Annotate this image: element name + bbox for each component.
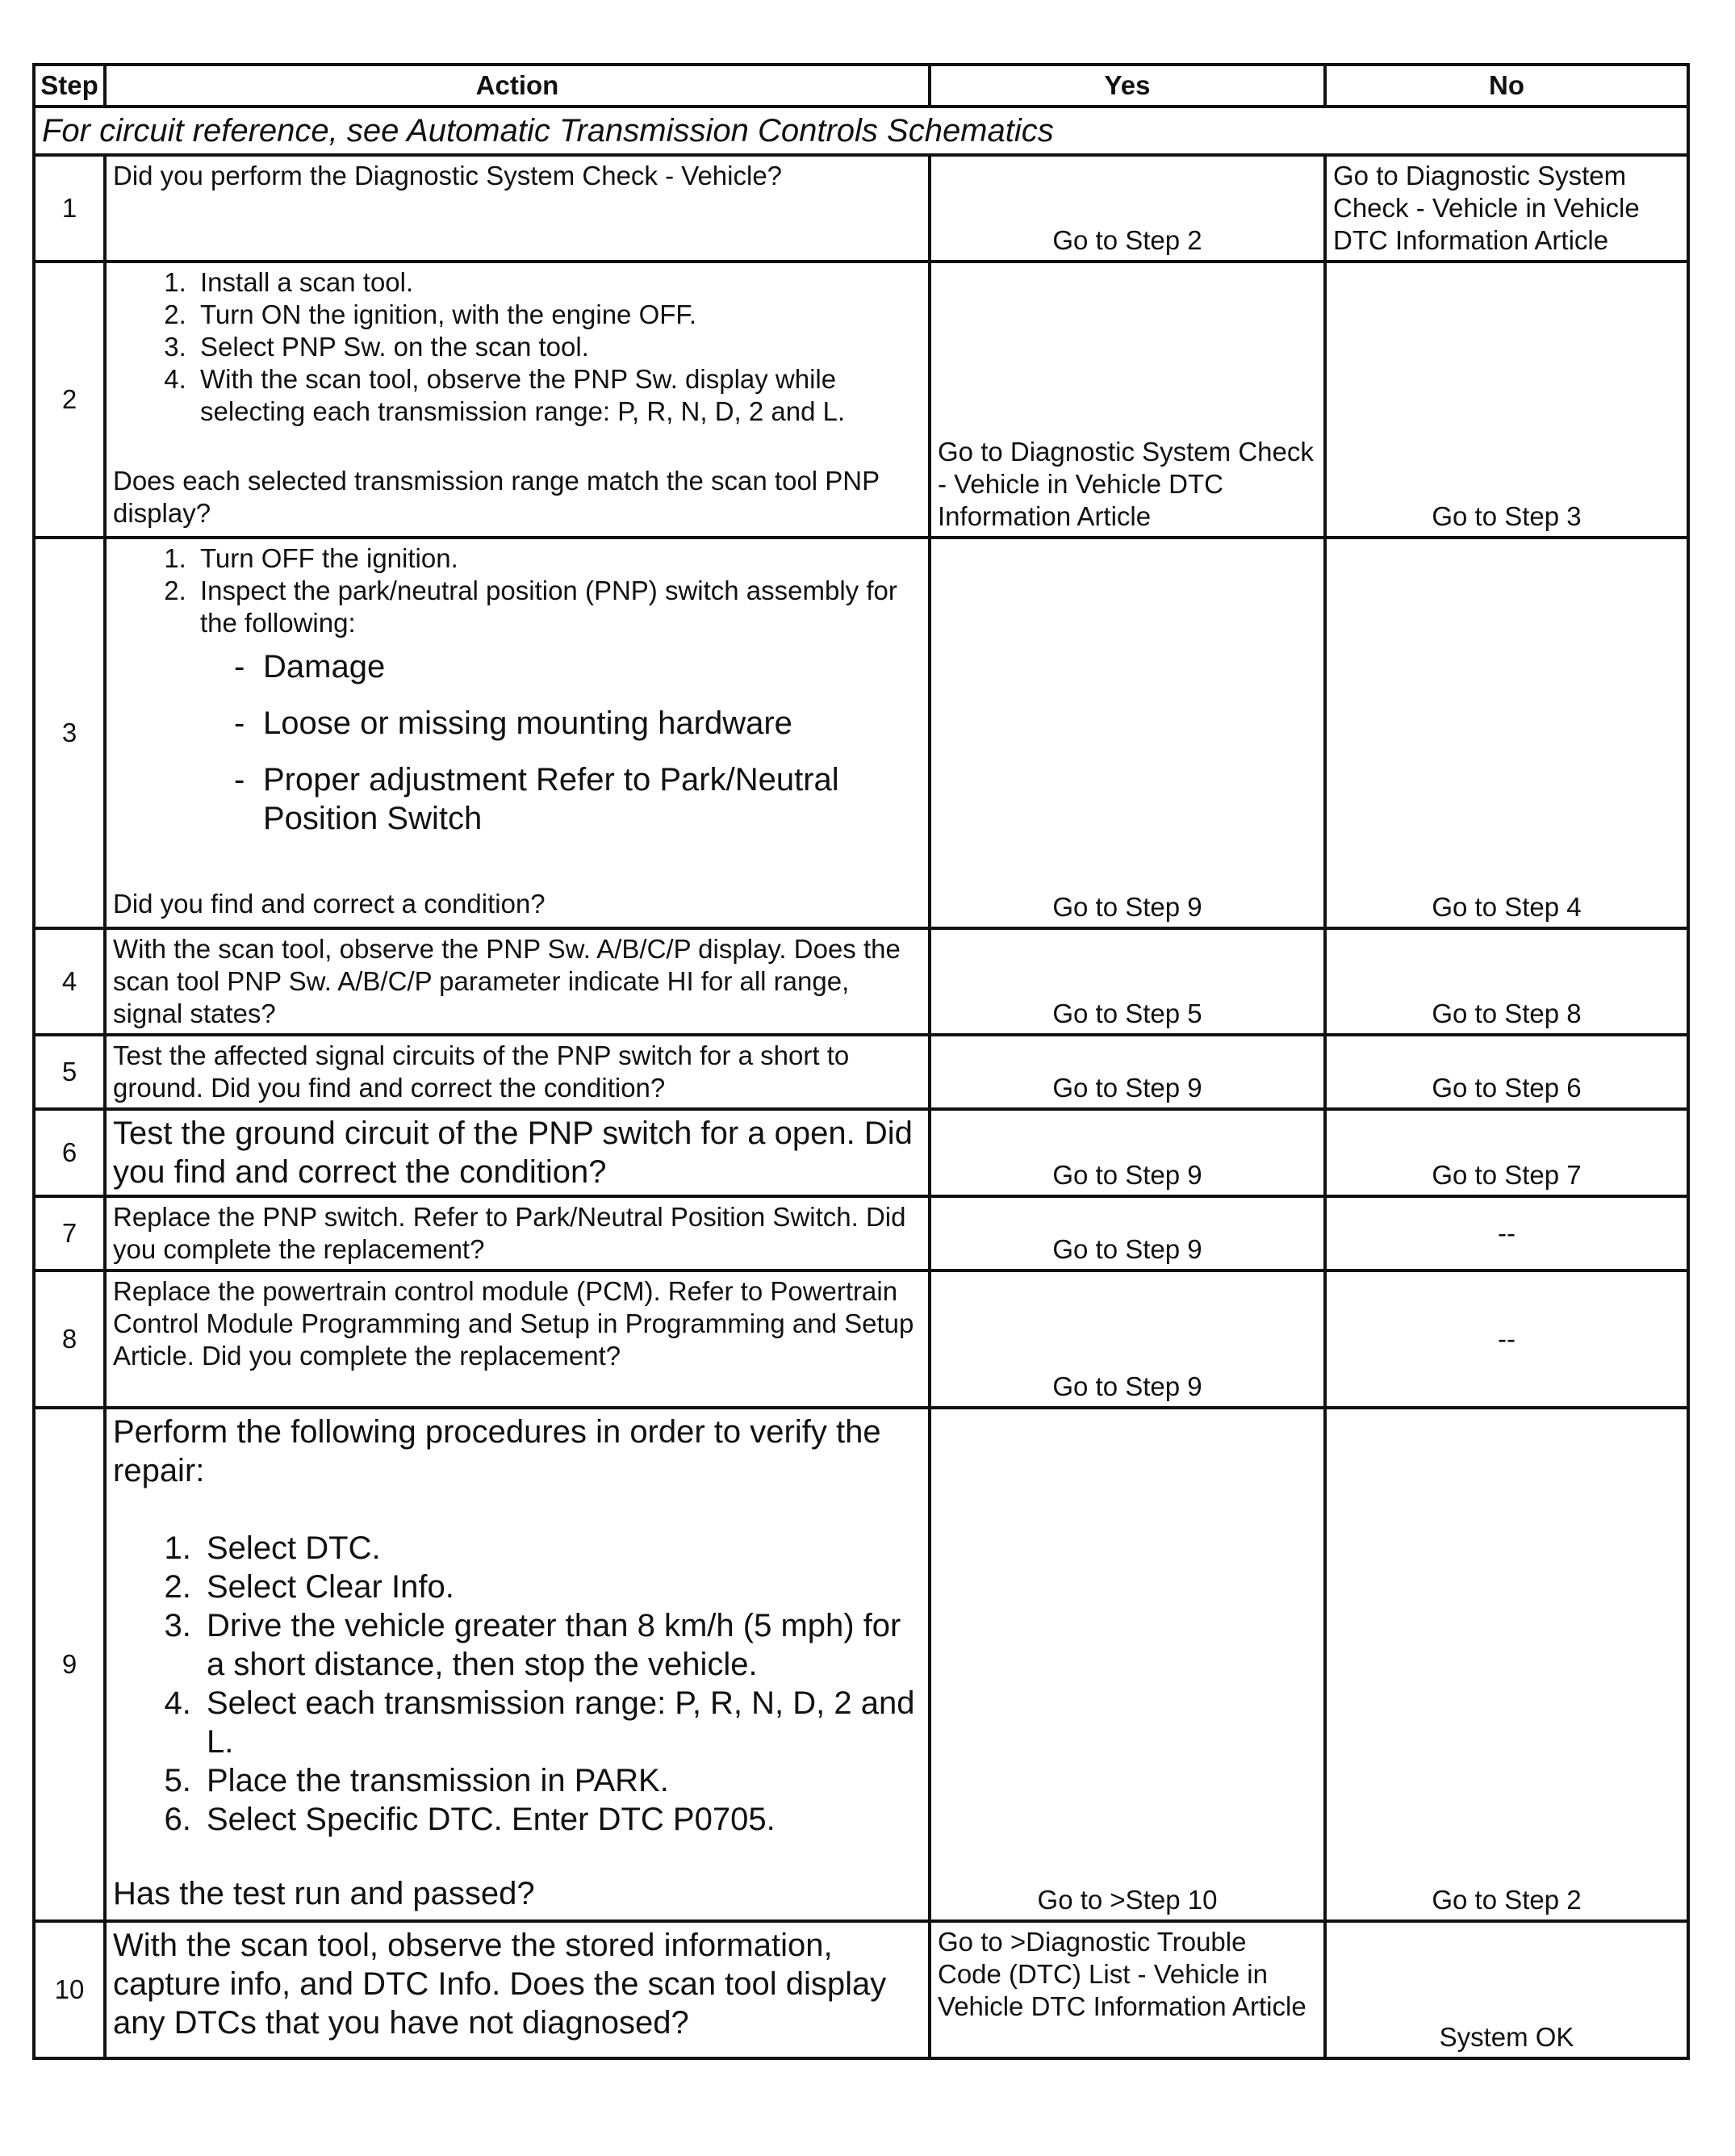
no-answer: Go to Step 3 [1325, 262, 1688, 538]
list-item: 3. Drive the vehicle greater than 8 km/h (5 mph) for a short distance, then stop the vehicle. [200, 1606, 922, 1684]
step-number: 7 [34, 1196, 105, 1271]
action-cell [105, 262, 930, 538]
list-item: - Loose or missing mounting hardware [234, 704, 922, 743]
table-row-step-5 [34, 1035, 1688, 1109]
action-text: With the scan tool, observe the stored information, capture info, and DTC Info. Does the scan tool display any DTCs that you have not diagnosed? [105, 1921, 930, 2058]
header-no: No [1325, 65, 1688, 107]
procedure-intro: Perform the following procedures in order to verify the repair: [113, 1414, 881, 1488]
list-item: - Damage [234, 647, 922, 686]
list-item: 1. Select DTC. [200, 1529, 922, 1568]
procedure-list [113, 542, 922, 639]
inspection-list [113, 647, 922, 838]
step-number: 2 [34, 262, 105, 538]
header-yes: Yes [930, 65, 1325, 107]
step-number: 4 [34, 928, 105, 1035]
step-number: 3 [34, 538, 105, 928]
step-number: 5 [34, 1035, 105, 1109]
table-row-step-10 [34, 1921, 1688, 2058]
yes-answer: Go to >Diagnostic Trouble Code (DTC) List - Vehicle in Vehicle DTC Information Article [930, 1921, 1325, 2058]
list-item: 3. Select PNP Sw. on the scan tool. [194, 331, 922, 363]
action-question: Has the test run and passed? [113, 1876, 535, 1911]
table-row-step-1 [34, 155, 1688, 262]
list-item: 2. Turn ON the ignition, with the engine OFF. [194, 299, 922, 331]
list-item: 2. Inspect the park/neutral position (PNP) switch assembly for the following: [194, 575, 922, 639]
list-item: 1. Turn OFF the ignition. [194, 542, 922, 575]
table-row-step-6 [34, 1109, 1688, 1196]
yes-answer: Go to Step 9 [930, 1196, 1325, 1271]
action-text: Replace the powertrain control module (PCM). Refer to Powertrain Control Module Programming and Setup in Programming and Setup Article. Did you complete the replacement? [105, 1271, 930, 1408]
action-text: With the scan tool, observe the PNP Sw. A/B/C/P display. Does the scan tool PNP Sw. A/B/C/P parameter indicate HI for all range, signal states? [105, 928, 930, 1035]
no-answer: Go to Step 8 [1325, 928, 1688, 1035]
table-row-step-2 [34, 262, 1688, 538]
action-text: Test the ground circuit of the PNP switch for a open. Did you find and correct the condition? [105, 1109, 930, 1196]
list-item: 5. Place the transmission in PARK. [200, 1761, 922, 1800]
no-answer: Go to Diagnostic System Check - Vehicle in Vehicle DTC Information Article [1325, 155, 1688, 262]
table-row-step-8 [34, 1271, 1688, 1408]
step-number: 6 [34, 1109, 105, 1196]
action-text: Test the affected signal circuits of the PNP switch for a short to ground. Did you find and correct the condition? [105, 1035, 930, 1109]
table-header-row [34, 65, 1688, 107]
list-item: 4. Select each transmission range: P, R, N, D, 2 and L. [200, 1684, 922, 1761]
yes-answer: Go to Step 5 [930, 928, 1325, 1035]
circuit-reference: For circuit reference, see Automatic Transmission Controls Schematics [34, 107, 1688, 155]
action-text: Replace the PNP switch. Refer to Park/Neutral Position Switch. Did you complete the replacement? [105, 1196, 930, 1271]
list-item: 1. Install a scan tool. [194, 266, 922, 299]
list-item: - Proper adjustment Refer to Park/Neutral Position Switch [234, 760, 922, 838]
yes-answer: Go to Step 9 [930, 1109, 1325, 1196]
no-answer: Go to Step 7 [1325, 1109, 1688, 1196]
list-item: 6. Select Specific DTC. Enter DTC P0705. [200, 1800, 922, 1839]
yes-answer: Go to Step 9 [930, 538, 1325, 928]
step-number: 8 [34, 1271, 105, 1408]
no-answer: Go to Step 2 [1325, 1408, 1688, 1921]
action-cell [105, 1408, 930, 1921]
procedure-list [113, 266, 922, 428]
table-row-step-3 [34, 538, 1688, 928]
diagnostic-table [32, 63, 1690, 2060]
procedure-list [113, 1529, 922, 1839]
no-answer: Go to Step 6 [1325, 1035, 1688, 1109]
yes-answer: Go to Step 9 [930, 1035, 1325, 1109]
table-row-step-4 [34, 928, 1688, 1035]
action-text: Did you perform the Diagnostic System Check - Vehicle? [105, 155, 930, 262]
yes-answer: Go to Step 9 [930, 1271, 1325, 1408]
action-question: Did you find and correct a condition? [113, 889, 546, 919]
step-number: 9 [34, 1408, 105, 1921]
no-answer: Go to Step 4 [1325, 538, 1688, 928]
action-question: Does each selected transmission range match the scan tool PNP display? [113, 466, 880, 528]
list-item: 2. Select Clear Info. [200, 1568, 922, 1606]
step-number: 10 [34, 1921, 105, 2058]
yes-answer: Go to >Step 10 [930, 1408, 1325, 1921]
diagnostic-table-sheet [32, 63, 1687, 2060]
reference-row [34, 107, 1688, 155]
list-item: 4. With the scan tool, observe the PNP Sw. display while selecting each transmission range: P, R, N, D, 2 and L. [194, 363, 922, 428]
no-answer: -- [1325, 1271, 1688, 1408]
yes-answer: Go to Step 2 [930, 155, 1325, 262]
step-number: 1 [34, 155, 105, 262]
table-row-step-9 [34, 1408, 1688, 1921]
no-answer: System OK [1325, 1921, 1688, 2058]
action-cell [105, 538, 930, 928]
header-step: Step [34, 65, 105, 107]
header-action: Action [105, 65, 930, 107]
no-answer: -- [1325, 1196, 1688, 1271]
yes-answer: Go to Diagnostic System Check - Vehicle in Vehicle DTC Information Article [930, 262, 1325, 538]
table-row-step-7 [34, 1196, 1688, 1271]
